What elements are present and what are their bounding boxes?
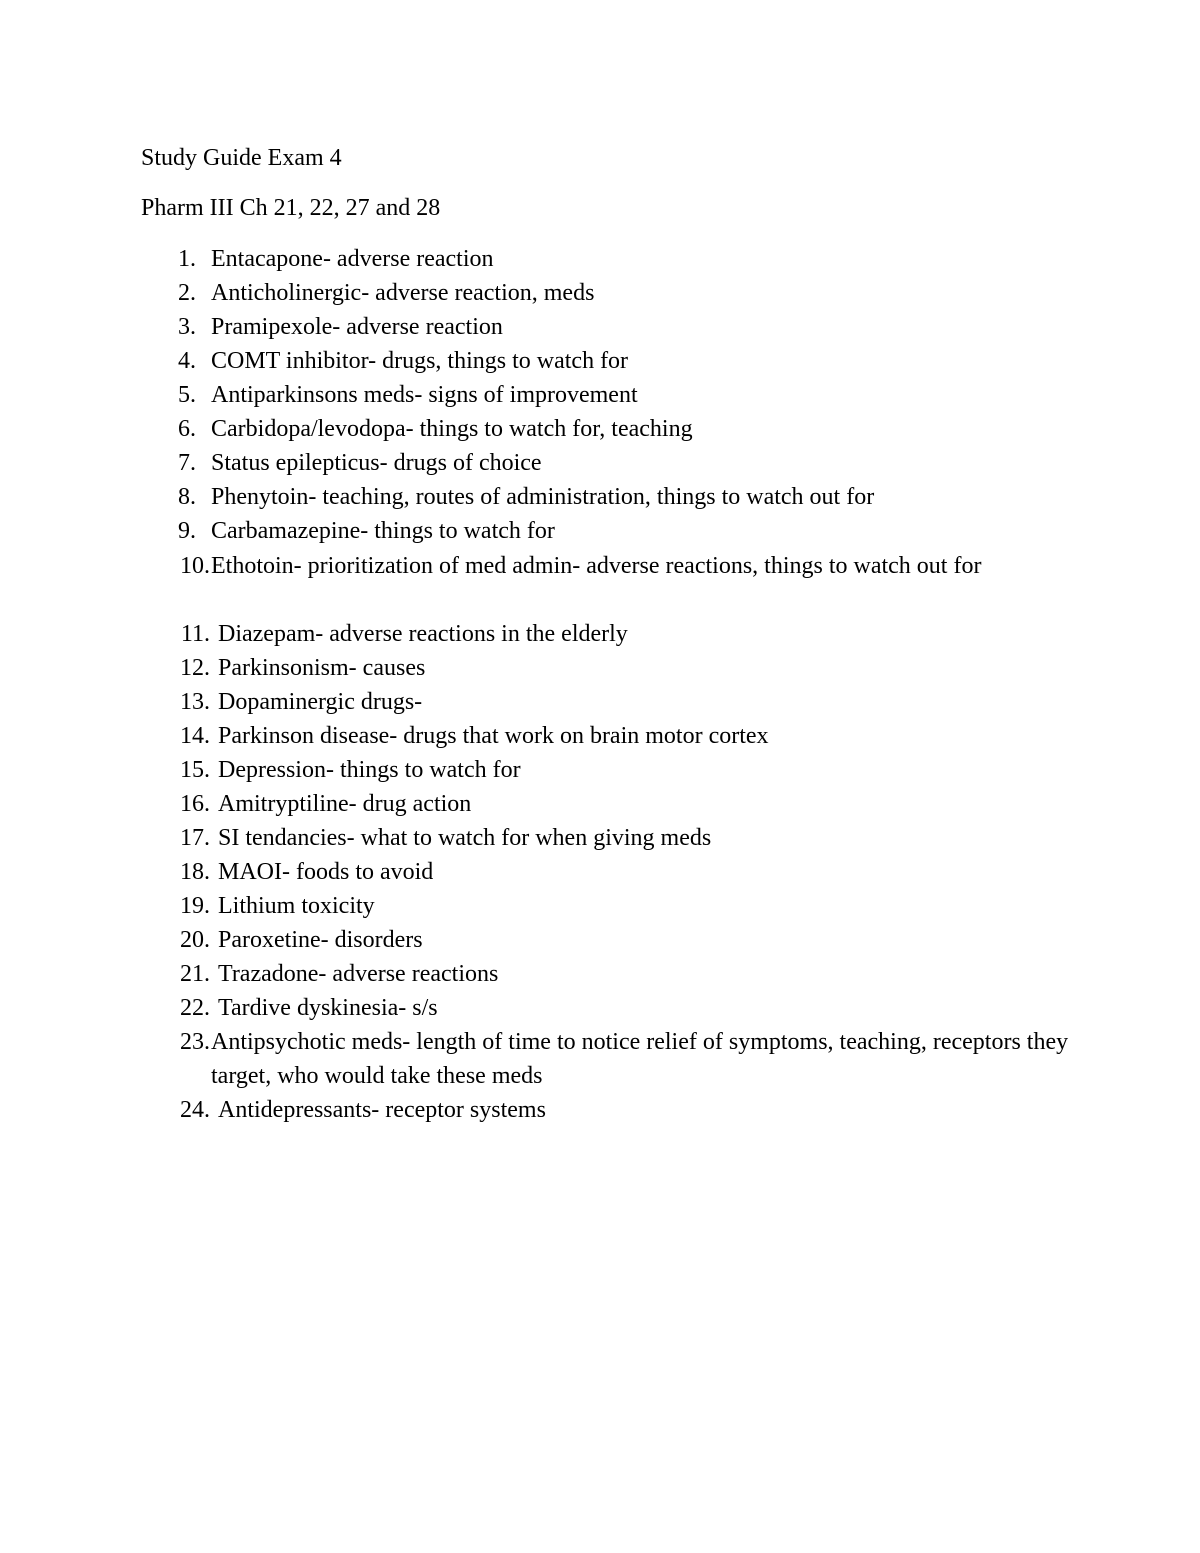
list-item-number: 18. xyxy=(180,859,210,885)
list-item-number: 19. xyxy=(180,893,210,919)
list-item-number: 12. xyxy=(180,655,210,681)
list-item-text: Anticholinergic- adverse reaction, meds xyxy=(211,280,595,306)
list-item-text: Amitryptiline- drug action xyxy=(218,791,472,817)
list-item-text: Antiparkinsons meds- signs of improvement xyxy=(211,382,638,408)
list-item-text: Ethotoin- prioritization of med admin- adverse reactions, things to watch out for xyxy=(211,553,982,579)
list-item-text: MAOI- foods to avoid xyxy=(218,859,434,885)
list-item-text: Carbidopa/levodopa- things to watch for, teaching xyxy=(211,416,693,442)
list-item-number: 2. xyxy=(178,280,196,306)
list-item-text: Parkinson disease- drugs that work on brain motor cortex xyxy=(218,723,769,749)
list-item-number: 14. xyxy=(180,723,210,749)
list-item-number: 23. xyxy=(180,1029,210,1055)
list-item-number: 20. xyxy=(180,927,210,953)
list-item-number: 9. xyxy=(178,518,196,544)
list-item-text: Parkinsonism- causes xyxy=(218,655,426,681)
list-item-number: 8. xyxy=(178,484,196,510)
list-item-text: Tardive dyskinesia- s/s xyxy=(218,995,438,1021)
list-item-number: 3. xyxy=(178,314,196,340)
list-item-number: 16. xyxy=(180,791,210,817)
list-item-number: 4. xyxy=(178,348,196,374)
list-item-text: Dopaminergic drugs- xyxy=(218,689,423,715)
list-item-text: Trazadone- adverse reactions xyxy=(218,961,499,987)
list-item-text: Antipsychotic meds- length of time to notice relief of symptoms, teaching, receptors they target, who would take these meds xyxy=(211,1029,1069,1089)
list-item-text: Antidepressants- receptor systems xyxy=(218,1097,546,1123)
list-item-text: Carbamazepine- things to watch for xyxy=(211,518,555,544)
list-item-text: Status epilepticus- drugs of choice xyxy=(211,450,542,476)
list-item-text: Lithium toxicity xyxy=(218,893,375,919)
list-item-number: 22. xyxy=(180,995,210,1021)
list-item-text: Pramipexole- adverse reaction xyxy=(211,314,503,340)
list-item-text: COMT inhibitor- drugs, things to watch for xyxy=(211,348,629,374)
list-item-text: Entacapone- adverse reaction xyxy=(211,246,494,272)
list-item-number: 24. xyxy=(180,1097,210,1123)
list-item-number: 15. xyxy=(180,757,210,783)
document-title: Study Guide Exam 4 xyxy=(141,145,342,171)
list-item-number: 5. xyxy=(178,382,196,408)
list-item-text: Phenytoin- teaching, routes of administration, things to watch out for xyxy=(211,484,875,510)
list-item-number: 10. xyxy=(180,553,210,579)
list-item-number: 21. xyxy=(180,961,210,987)
list-item-number: 1. xyxy=(178,246,196,272)
list-item-number: 6. xyxy=(178,416,196,442)
list-item-text: Paroxetine- disorders xyxy=(218,927,423,953)
list-item-number: 13. xyxy=(180,689,210,715)
list-item-number: 7. xyxy=(178,450,196,476)
list-item-text: Diazepam- adverse reactions in the elderly xyxy=(218,621,628,647)
list-item-number: 11. xyxy=(180,621,210,647)
list-item-text: SI tendancies- what to watch for when giving meds xyxy=(218,825,712,851)
document-subtitle: Pharm III Ch 21, 22, 27 and 28 xyxy=(141,195,441,221)
list-item-number: 17. xyxy=(180,825,210,851)
list-item-text: Depression- things to watch for xyxy=(218,757,521,783)
